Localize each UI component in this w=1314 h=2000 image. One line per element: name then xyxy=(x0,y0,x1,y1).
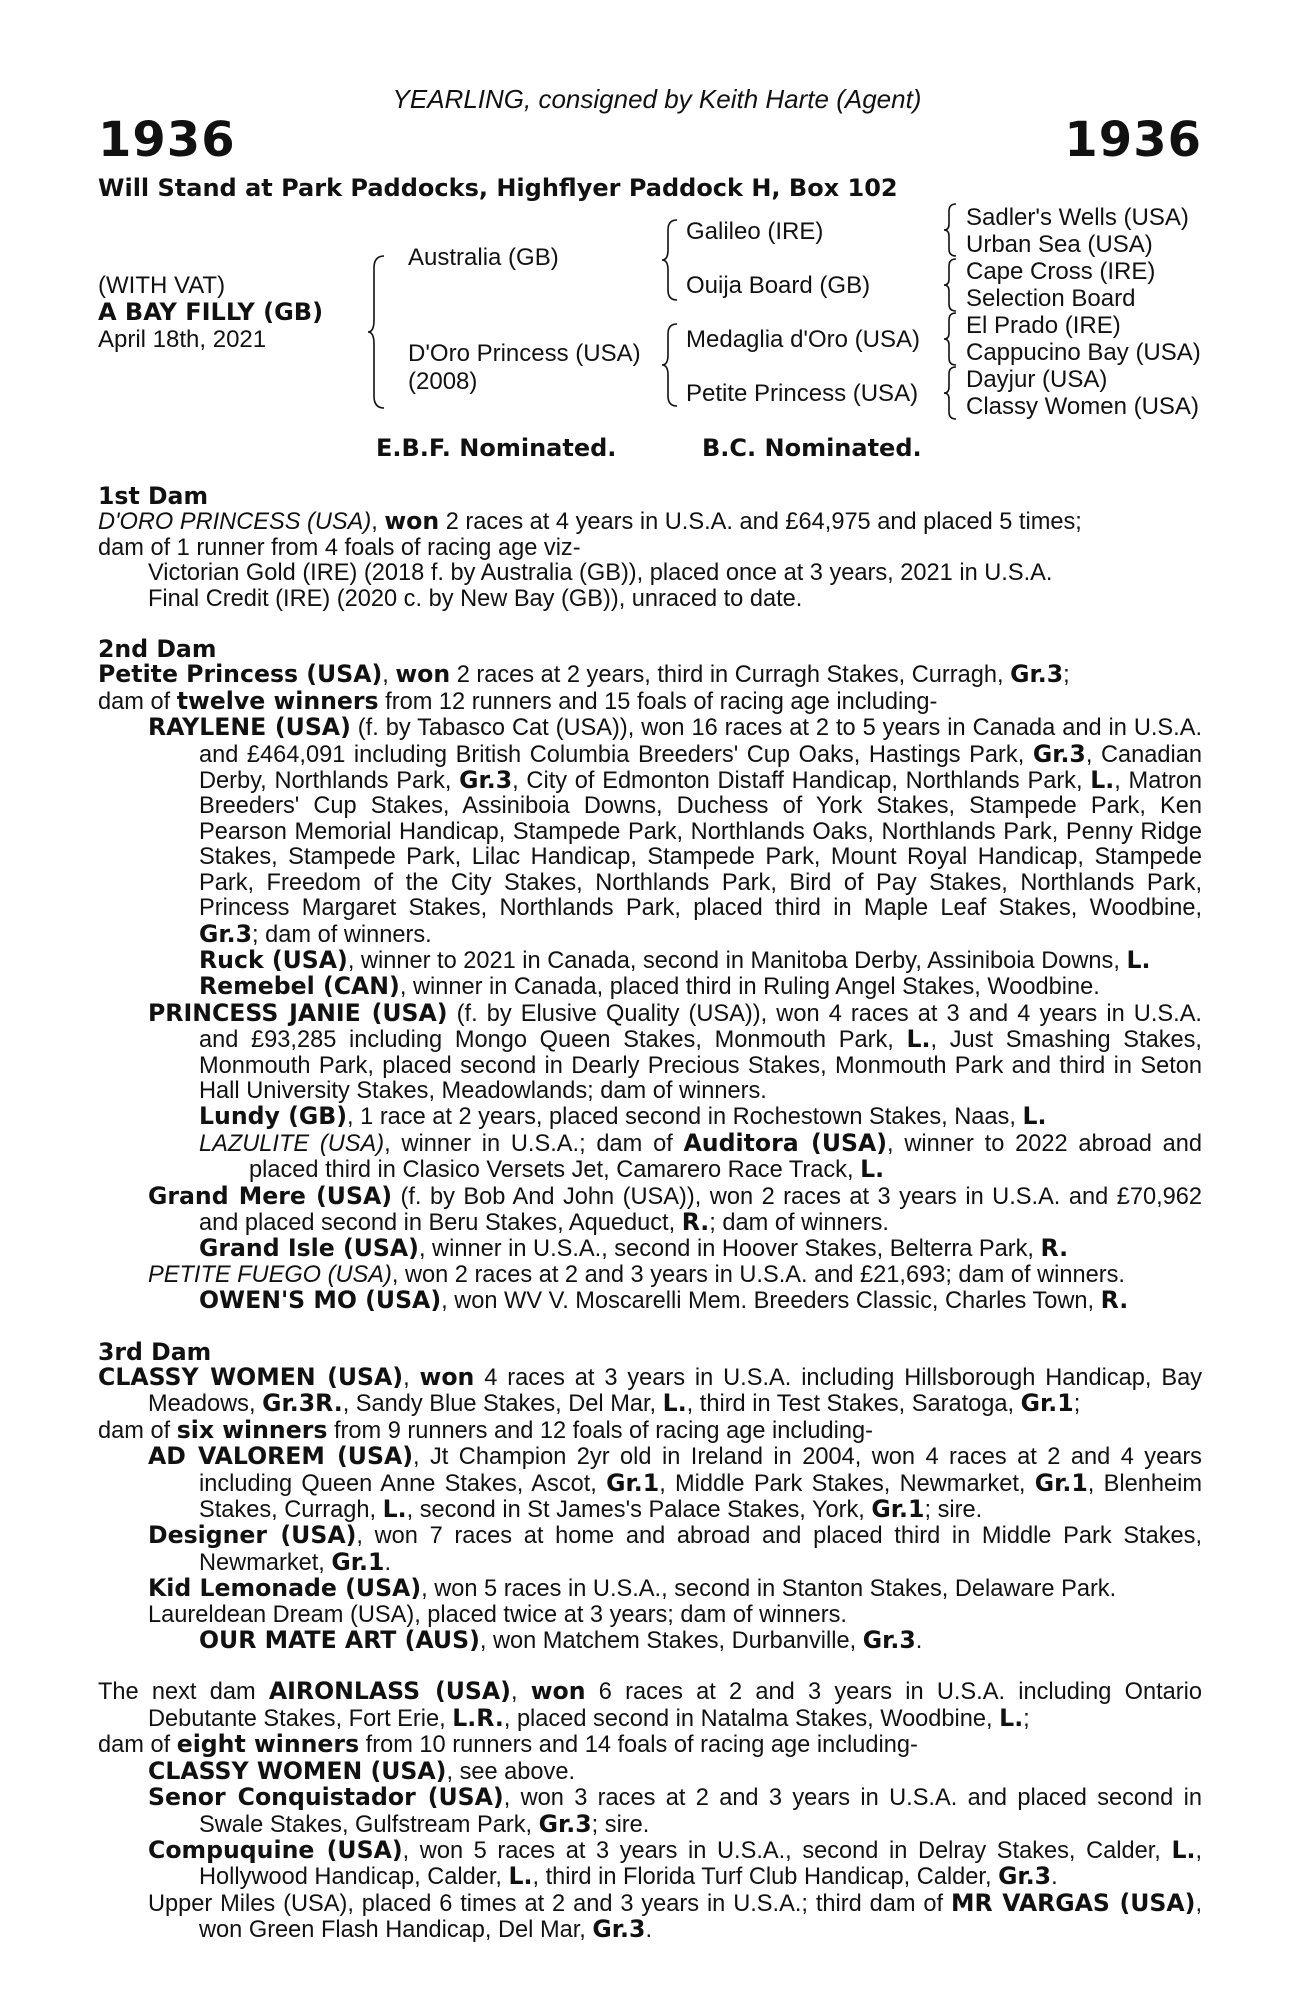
produce-grand-mere: Grand Mere (USA) (f. by Bob And John (USA)), won 2 races at 3 years in U.S.A. and £70,962 and placed second in Beru Stakes, Aqueduct, R.; dam of winners. xyxy=(148,1181,1202,1236)
sire-sire: Galileo (IRE) xyxy=(686,218,824,245)
lot-number-right: 1936 xyxy=(1064,112,1202,168)
produce-grand-isle: Grand Isle (USA), winner in U.S.A., second in Hoover Stakes, Belterra Park, R. xyxy=(199,1234,1069,1263)
sire-name: Australia (GB) xyxy=(408,244,559,271)
sire-dam: Ouija Board (GB) xyxy=(686,272,871,299)
catalogue-body xyxy=(98,484,1202,1944)
produce-designer: Designer (USA), won 7 races at home and abroad and placed third in Middle Park Stakes, Newmarket, Gr.1. xyxy=(148,1521,1202,1576)
sire-sire-dam: Urban Sea (USA) xyxy=(966,231,1153,258)
produce-ad-valorem: AD VALOREM (USA), Jt Champion 2yr old in Ireland in 2004, won 4 races at 2 and 4 years including Queen Anne Stakes, Ascot, Gr.1, Middle Park Stakes, Newmarket, Gr.1, Blenheim Stakes, Curragh, L., second in St James's Palace Stakes, York, Gr.1; sire. xyxy=(148,1442,1202,1524)
sire-sire-sire: Sadler's Wells (USA) xyxy=(966,204,1189,231)
second-dam-heading: 2nd Dam xyxy=(98,635,217,664)
third-dam-produce-summary: dam of six winners from 9 runners and 12 foals of racing age including- xyxy=(98,1415,874,1444)
next-dam-produce-summary: dam of eight winners from 10 runners and 14 foals of racing age including- xyxy=(98,1730,918,1759)
produce-remebel: Remebel (CAN), winner in Canada, placed third in Ruling Angel Stakes, Woodbine. xyxy=(199,972,1100,1001)
second-dam-entry: Petite Princess (USA), won 2 races at 2 years, third in Curragh Stakes, Curragh, Gr.3; xyxy=(98,660,1070,689)
lot-number-left: 1936 xyxy=(98,112,236,168)
brace-ds xyxy=(942,311,958,367)
brace-main xyxy=(366,254,388,410)
bc-nominated: B.C. Nominated. xyxy=(702,434,922,462)
dam-name: D'Oro Princess (USA) xyxy=(408,340,641,367)
ebf-nominated: E.B.F. Nominated. xyxy=(376,434,617,462)
third-dam-entry: CLASSY WOMEN (USA), won 4 races at 3 years in U.S.A. including Hillsborough Handicap, Bay Meadows, Gr.3R., Sandy Blue Stakes, Del Mar, L., third in Test Stakes, Saratoga, Gr.1; xyxy=(98,1363,1202,1418)
dam-dam-sire: Dayjur (USA) xyxy=(966,366,1108,393)
produce-owens-mo: OWEN'S MO (USA), won WV V. Moscarelli Mem. Breeders Classic, Charles Town, R. xyxy=(199,1286,1129,1315)
produce-our-mate-art: OUR MATE ART (AUS), won Matchem Stakes, Durbanville, Gr.3. xyxy=(199,1626,923,1655)
produce-kid-lemonade: Kid Lemonade (USA), won 5 races in U.S.A., second in Stanton Stakes, Delaware Park. xyxy=(148,1574,1117,1603)
produce-laureldean-dream: Laureldean Dream (USA), placed twice at 3 years; dam of winners. xyxy=(148,1601,847,1628)
dam-sire-sire: El Prado (IRE) xyxy=(966,312,1121,339)
foaled-date: April 18th, 2021 xyxy=(98,326,267,353)
second-dam-produce-summary: dam of twelve winners from 12 runners and 15 foals of racing age including- xyxy=(98,686,938,715)
next-dam-entry: The next dam AIRONLASS (USA), won 6 races at 2 and 3 years in U.S.A. including Ontario Debutante Stakes, Fort Erie, L.R., placed second in Natalma Stakes, Woodbine, L.; xyxy=(98,1677,1202,1732)
stand-location: Will Stand at Park Paddocks, Highflyer Paddock H, Box 102 xyxy=(98,174,898,202)
horse-name: A BAY FILLY (GB) xyxy=(98,298,324,326)
produce-princess-janie: PRINCESS JANIE (USA) (f. by Elusive Quality (USA)), won 4 races at 3 and 4 years in U.S.A. and £93,285 including Mongo Queen Stakes, Monmouth Park, L., Just Smashing Stakes, Monmouth Park, placed second in Dearly Precious Stakes, Monmouth Park and third in Seton Hall University Stakes, Meadowlands; dam of winners. xyxy=(148,998,1202,1104)
dam-dam: Petite Princess (USA) xyxy=(686,380,919,407)
produce-senor-conquistador: Senor Conquistador (USA), won 3 races at 2 and 3 years in U.S.A. and placed second in Swale Stakes, Gulfstream Park, Gr.3; sire. xyxy=(148,1783,1202,1838)
vat-note: (WITH VAT) xyxy=(98,272,226,299)
produce-petite-fuego: PETITE FUEGO (USA), won 2 races at 2 and 3 years in U.S.A. and £21,693; dam of winners. xyxy=(148,1261,1125,1288)
produce-lazulite: LAZULITE (USA), winner in U.S.A.; dam of Auditora (USA), winner to 2022 abroad and placed third in Clasico Versets Jet, Camarero Race Track, L. xyxy=(199,1128,1202,1184)
dam-sire-dam: Cappucino Bay (USA) xyxy=(966,339,1201,366)
brace-sire xyxy=(660,218,680,302)
dam-dam-dam: Classy Women (USA) xyxy=(966,393,1199,420)
consignment-line: YEARLING, consigned by Keith Harte (Agent) xyxy=(392,84,922,114)
produce-lundy: Lundy (GB), 1 race at 2 years, placed second in Rochestown Stakes, Naas, L. xyxy=(199,1102,1047,1131)
dam-sire: Medaglia d'Oro (USA) xyxy=(686,326,920,353)
sire-dam-sire: Cape Cross (IRE) xyxy=(966,258,1156,285)
third-dam-heading: 3rd Dam xyxy=(98,1337,212,1366)
produce-upper-miles: Upper Miles (USA), placed 6 times at 2 and 3 years in U.S.A.; third dam of MR VARGAS (USA), won Green Flash Handicap, Del Mar, Gr.3. xyxy=(148,1888,1202,1944)
dam-year: (2008) xyxy=(408,368,478,395)
first-dam-produce-summary: dam of 1 runner from 4 foals of racing age viz- xyxy=(98,534,581,561)
brace-dd xyxy=(942,365,958,421)
produce-line: Final Credit (IRE) (2020 c. by New Bay (GB)), unraced to date. xyxy=(148,585,803,612)
produce-classy-women: CLASSY WOMEN (USA), see above. xyxy=(148,1756,575,1785)
brace-ss xyxy=(942,202,958,258)
first-dam-heading: 1st Dam xyxy=(98,482,209,510)
sire-dam-dam: Selection Board xyxy=(966,285,1136,312)
brace-sd xyxy=(942,257,958,313)
produce-compuquine: Compuquine (USA), won 5 races at 3 years in U.S.A., second in Delray Stakes, Calder, L., Hollywood Handicap, Calder, L., third in Florida Turf Club Handicap, Calder, Gr.3. xyxy=(148,1835,1203,1891)
first-dam-entry: D'ORO PRINCESS (USA), won 2 races at 4 years in U.S.A. and £64,975 and placed 5 times; xyxy=(98,507,1082,536)
produce-raylene: RAYLENE (USA) (f. by Tabasco Cat (USA)), won 16 races at 2 to 5 years in Canada and in U.S.A. and £464,091 including British Columbia Breeders' Cup Oaks, Hastings Park, Gr.3, Canadian Derby, Northlands Park, Gr.3, City of Edmonton Distaff Handicap, Northlands Park, L., Matron Breeders' Cup Stakes, Assiniboia Downs, Duchess of York Stakes, Stampede Park, Ken Pearson Memorial Handicap, Stampede Park, Northlands Oaks, Northlands Park, Penny Ridge Stakes, Stampede Park, Lilac Handicap, Stampede Park, Mount Royal Handicap, Stampede Park, Freedom of the City Stakes, Northlands Park, Bird of Pay Stakes, Northlands Park, Princess Margaret Stakes, Northlands Park, placed third in Maple Leaf Stakes, Woodbine, Gr.3; dam of winners. xyxy=(148,713,1202,948)
produce-line: Victorian Gold (IRE) (2018 f. by Australia (GB)), placed once at 3 years, 2021 in U.S.A. xyxy=(148,560,1053,587)
produce-ruck: Ruck (USA), winner to 2021 in Canada, second in Manitoba Derby, Assiniboia Downs, L. xyxy=(199,945,1151,974)
brace-dam xyxy=(660,322,680,408)
